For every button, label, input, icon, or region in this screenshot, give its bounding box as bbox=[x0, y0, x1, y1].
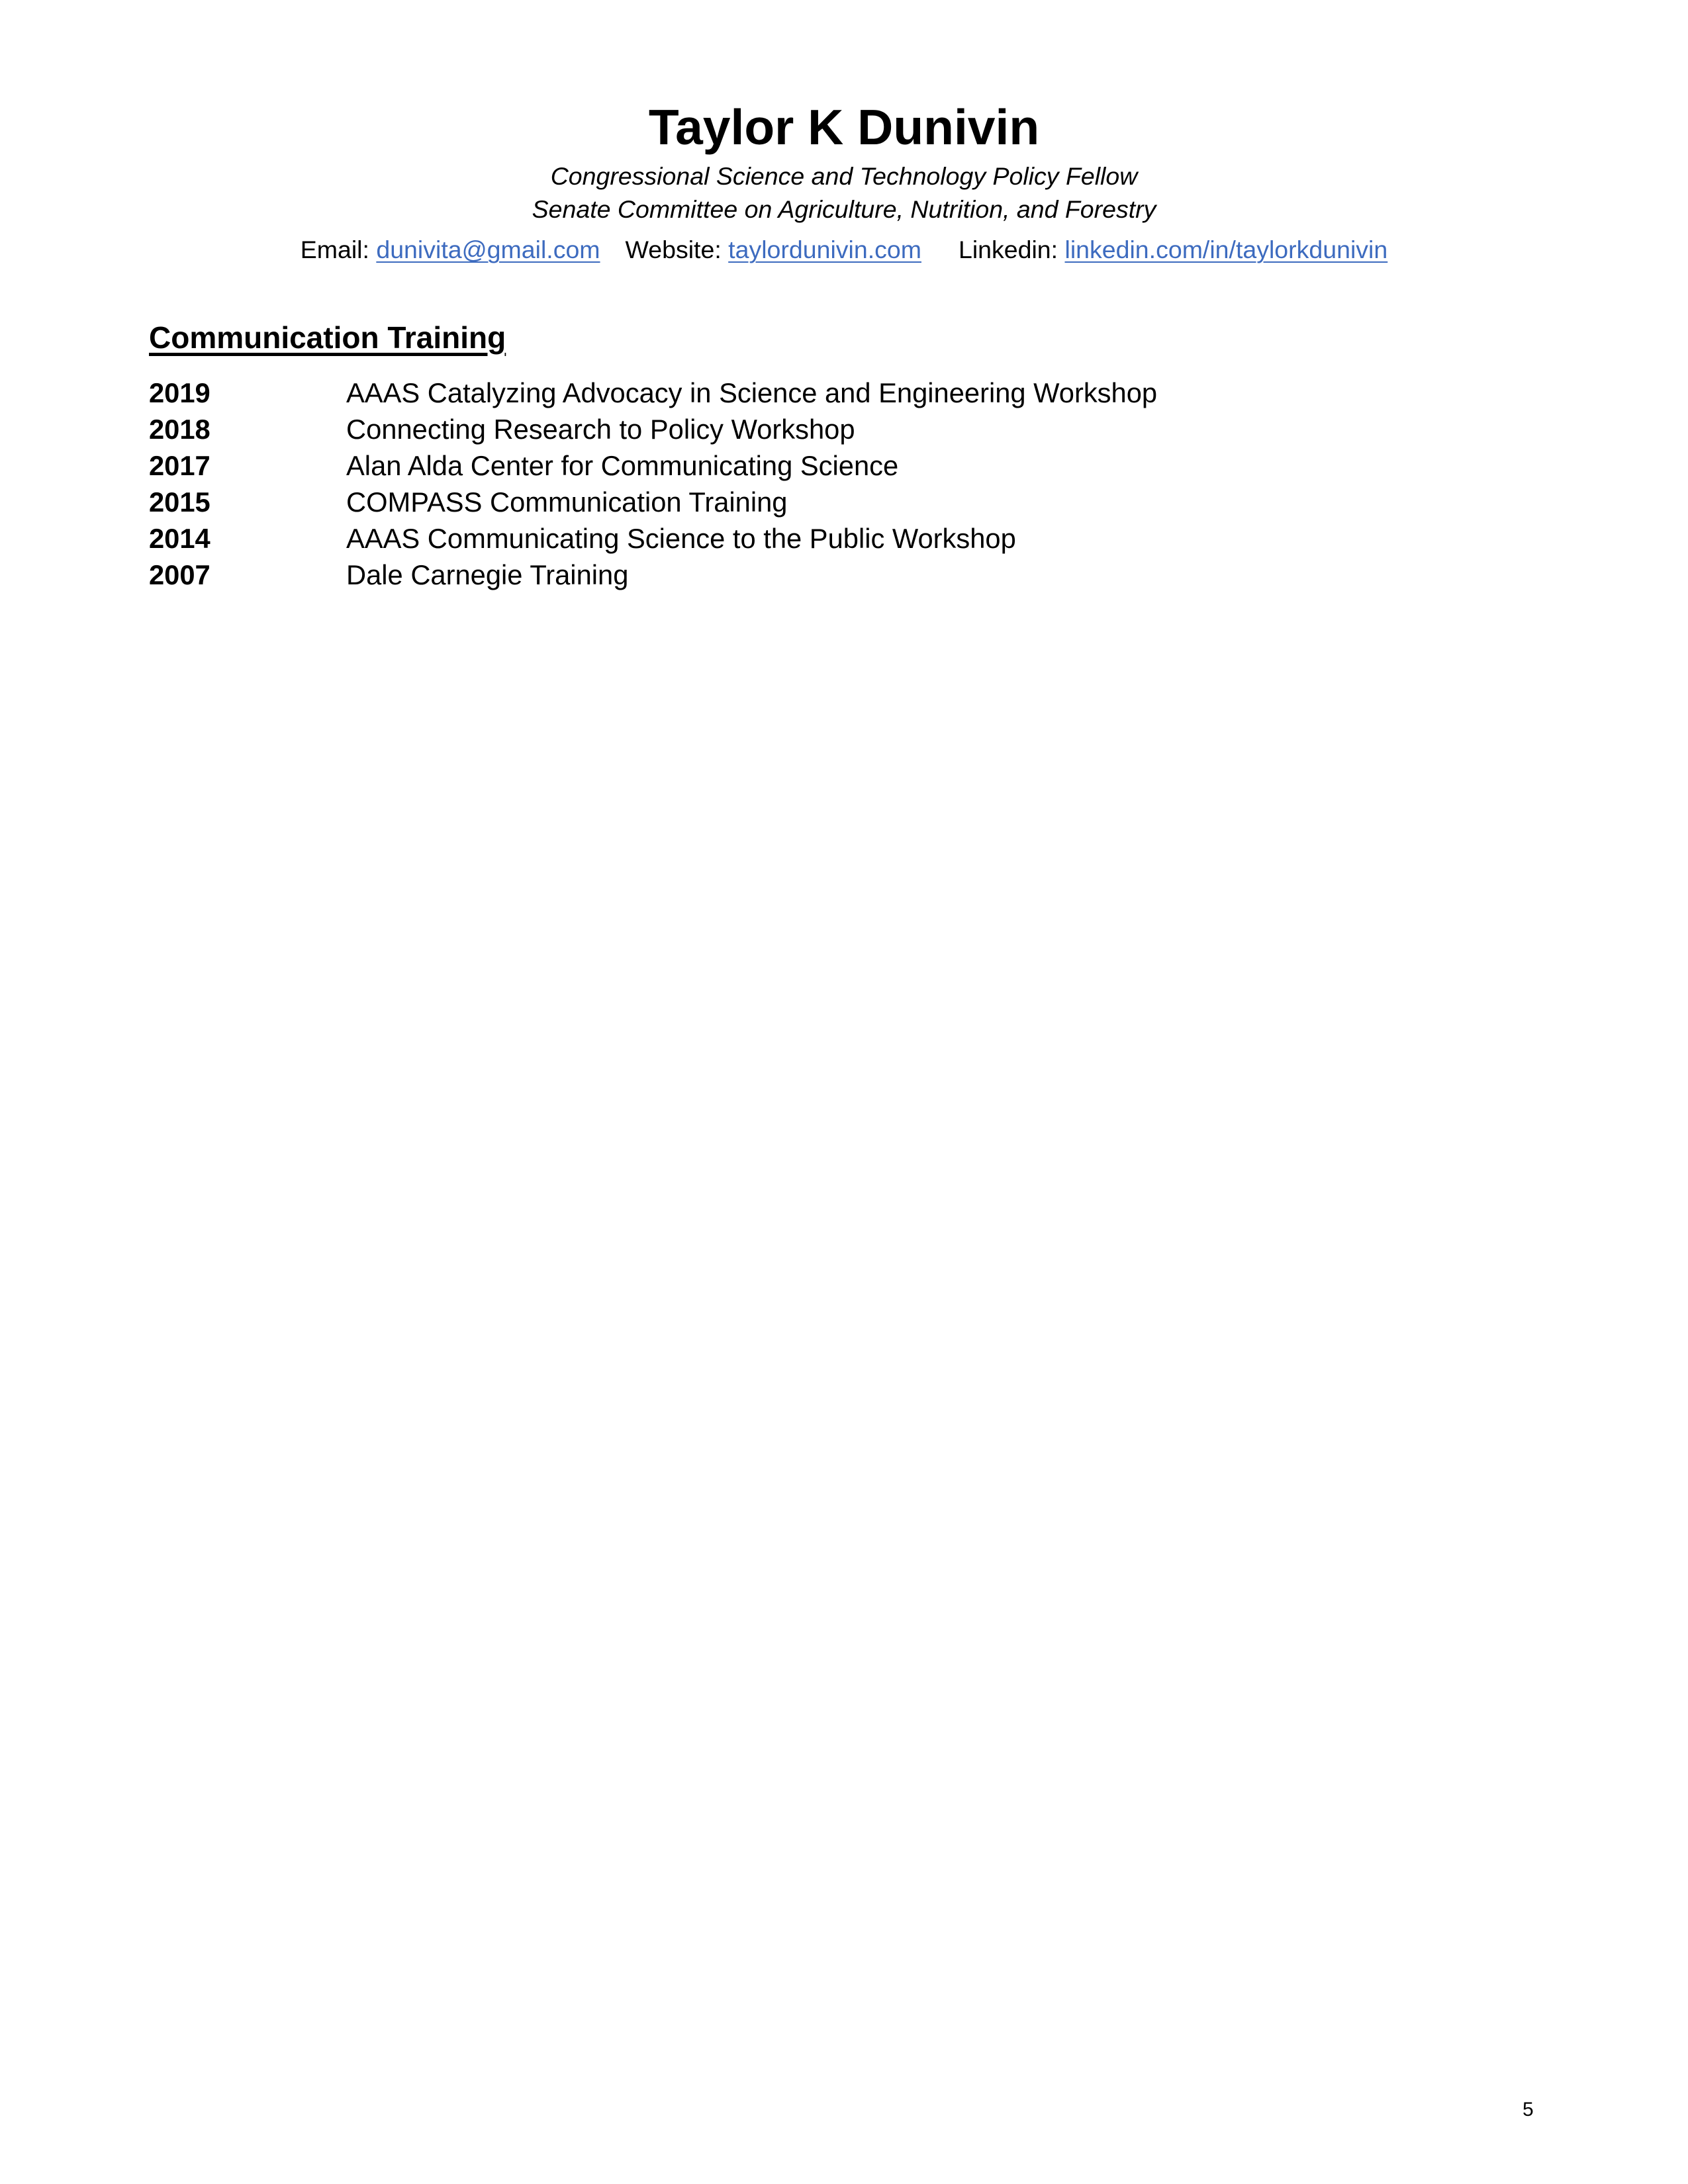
email-link[interactable]: dunivita@gmail.com bbox=[376, 236, 600, 263]
entry-description: Connecting Research to Policy Workshop bbox=[346, 414, 855, 445]
entry-year: 2014 bbox=[149, 523, 211, 554]
contact-line bbox=[0, 235, 1688, 264]
entry-year: 2015 bbox=[149, 486, 211, 518]
section-heading-communication-training: Communication Training bbox=[149, 320, 506, 355]
website-link[interactable]: taylordunivin.com bbox=[728, 236, 921, 263]
entry-year: 2018 bbox=[149, 414, 211, 445]
linkedin-link[interactable]: linkedin.com/in/taylorkdunivin bbox=[1064, 236, 1388, 263]
email-label: Email: bbox=[300, 236, 377, 263]
entry-description: Alan Alda Center for Communicating Science bbox=[346, 450, 899, 481]
linkedin-label: Linkedin: bbox=[958, 236, 1065, 263]
entry-description: AAAS Catalyzing Advocacy in Science and Engineering Workshop bbox=[346, 377, 1158, 408]
entry-description: Dale Carnegie Training bbox=[346, 559, 629, 590]
position-title: Congressional Science and Technology Policy Fellow bbox=[550, 162, 1138, 190]
entry-year: 2017 bbox=[149, 450, 211, 481]
entry-year: 2019 bbox=[149, 377, 211, 408]
page-number: 5 bbox=[1523, 2099, 1534, 2120]
entry-year: 2007 bbox=[149, 559, 211, 590]
website-label: Website: bbox=[625, 236, 729, 263]
entry-description: COMPASS Communication Training bbox=[346, 486, 788, 518]
committee-name: Senate Committee on Agriculture, Nutrition, and Forestry bbox=[532, 195, 1156, 223]
author-name: Taylor K Dunivin bbox=[648, 99, 1040, 155]
entry-description: AAAS Communicating Science to the Public Workshop bbox=[346, 523, 1016, 554]
